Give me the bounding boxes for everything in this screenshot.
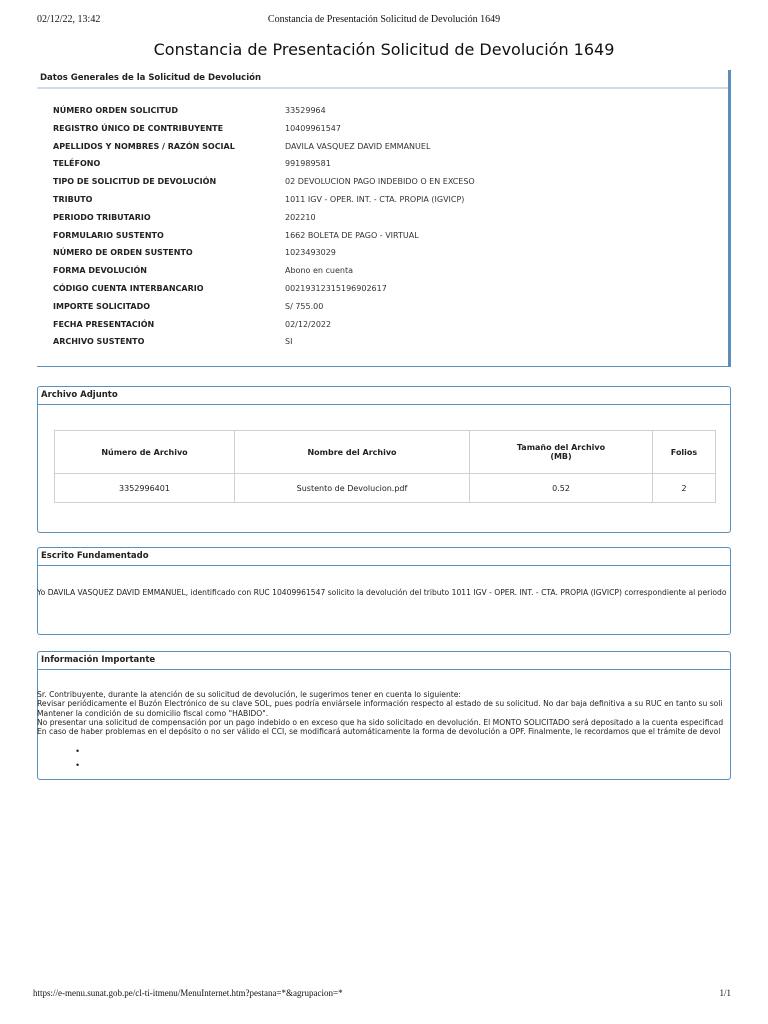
attachment-table	[54, 430, 716, 503]
file-size-cell: 0.52	[470, 474, 653, 503]
attachment-heading: Archivo Adjunto	[38, 387, 730, 405]
important-info-panel	[37, 651, 731, 780]
field-value: 10409961547	[285, 123, 341, 133]
print-url: https://e-menu.sunat.gob.pe/cl-ti-itmenu/MenuInternet.htm?pestana=*&agrupacion=*	[33, 988, 343, 998]
field-value: 991989581	[285, 159, 331, 169]
column-header-folios: Folios	[653, 431, 716, 474]
field-label: FORMULARIO SUSTENTO	[53, 230, 164, 240]
field-row	[53, 106, 728, 124]
info-line: No presentar una solicitud de compensación por un pago indebido o en exceso que ha sido solicitado en devolución. El MONTO SOLICITADO será depositado a la cuenta especificad	[37, 717, 724, 727]
important-info-heading: Información Importante	[38, 652, 730, 670]
table-header-row	[55, 431, 716, 474]
file-number-cell: 3352996401	[55, 474, 235, 503]
field-value: 02 DEVOLUCION PAGO INDEBIDO O EN EXCESO	[285, 177, 475, 187]
escrito-text: Yo DAVILA VASQUEZ DAVID EMMANUEL, identificado con RUC 10409961547 solicito la devolución del tributo 1011 IGV - OPER. INT. - CTA. PROPIA (IGVICP) correspondiente al periodo	[37, 588, 727, 597]
table-row	[55, 474, 716, 503]
field-label: IMPORTE SOLICITADO	[53, 301, 151, 311]
field-label: FECHA PRESENTACIÓN	[53, 319, 155, 329]
general-data-fields	[53, 106, 728, 355]
field-row	[53, 177, 728, 195]
general-data-panel	[37, 70, 731, 367]
field-value: 1011 IGV - OPER. INT. - CTA. PROPIA (IGVICP)	[285, 194, 465, 204]
field-label: CÓDIGO CUENTA INTERBANCARIO	[53, 283, 204, 293]
field-value: 02/12/2022	[285, 319, 332, 329]
column-header-name: Nombre del Archivo	[235, 431, 470, 474]
field-row	[53, 248, 728, 266]
field-value: DAVILA VASQUEZ DAVID EMMANUEL	[285, 141, 431, 151]
field-row	[53, 284, 728, 302]
field-row	[53, 159, 728, 177]
field-value: 1662 BOLETA DE PAGO - VIRTUAL	[285, 230, 419, 240]
bullet-icon: •	[76, 760, 80, 770]
general-data-heading: Datos Generales de la Solicitud de Devolución	[37, 70, 728, 87]
file-folios-cell: 2	[653, 474, 716, 503]
attachment-panel	[37, 386, 731, 533]
field-value: 33529964	[285, 106, 326, 115]
info-line: Mantener la condición de su domicilio fiscal como "HABIDO".	[37, 708, 269, 718]
field-row	[53, 213, 728, 231]
field-label: ARCHIVO SUSTENTO	[53, 337, 145, 347]
field-label: TELÉFONO	[53, 159, 101, 169]
field-label: APELLIDOS Y NOMBRES / RAZÓN SOCIAL	[53, 141, 235, 151]
info-line: Revisar periódicamente el Buzón Electrónico de su clave SOL, pues podría enviársele información respecto al estado de su solicitud. No dar baja definitiva a su RUC en tanto su soli	[37, 699, 723, 709]
print-datetime: 02/12/22, 13:42	[37, 14, 101, 25]
print-header	[0, 14, 768, 28]
field-value: 00219312315196902617	[285, 283, 387, 293]
field-value: 202210	[285, 212, 316, 222]
escrito-heading: Escrito Fundamentado	[38, 548, 730, 566]
field-value: Abono en cuenta	[285, 266, 353, 276]
field-label: TRIBUTO	[53, 194, 93, 204]
escrito-panel	[37, 547, 731, 635]
field-value: 1023493029	[285, 248, 336, 258]
important-info-body	[37, 690, 723, 736]
field-row	[53, 302, 728, 320]
field-row	[53, 142, 728, 160]
field-row	[53, 124, 728, 142]
field-label: TIPO DE SOLICITUD DE DEVOLUCIÓN	[53, 177, 217, 187]
field-label: FORMA DEVOLUCIÓN	[53, 266, 147, 276]
print-footer	[33, 988, 731, 1000]
field-label: NÚMERO ORDEN SOLICITUD	[53, 106, 178, 115]
field-label: PERIODO TRIBUTARIO	[53, 212, 151, 222]
field-label: NÚMERO DE ORDEN SUSTENTO	[53, 248, 193, 258]
page-title: Constancia de Presentación Solicitud de Devolución 1649	[153, 40, 615, 59]
field-row	[53, 195, 728, 213]
column-header-size	[470, 431, 653, 474]
info-line: En caso de haber problemas en el depósito o no ser válido el CCI, se modificará automáticamente la forma de devolución a OPF. Finalmente, le recordamos que el trámite de devol	[37, 727, 721, 737]
field-row	[53, 320, 728, 338]
page-number: 1/1	[719, 988, 731, 998]
field-value: SI	[285, 337, 293, 347]
size-header-line2: (MB)	[550, 452, 572, 461]
field-row	[53, 337, 728, 355]
field-label: REGISTRO ÚNICO DE CONTRIBUYENTE	[53, 123, 224, 133]
field-row	[53, 266, 728, 284]
bullet-icon: •	[76, 746, 80, 756]
field-value: S/ 755.00	[285, 301, 324, 311]
file-name-cell: Sustento de Devolucion.pdf	[235, 474, 470, 503]
info-line: Sr. Contribuyente, durante la atención de su solicitud de devolución, le sugerimos tener en cuenta lo siguiente:	[37, 690, 461, 699]
column-header-number: Número de Archivo	[55, 431, 235, 474]
field-row	[53, 231, 728, 249]
print-title: Constancia de Presentación Solicitud de Devolución 1649	[267, 14, 501, 25]
size-header-line1: Tamaño del Archivo	[516, 443, 606, 452]
